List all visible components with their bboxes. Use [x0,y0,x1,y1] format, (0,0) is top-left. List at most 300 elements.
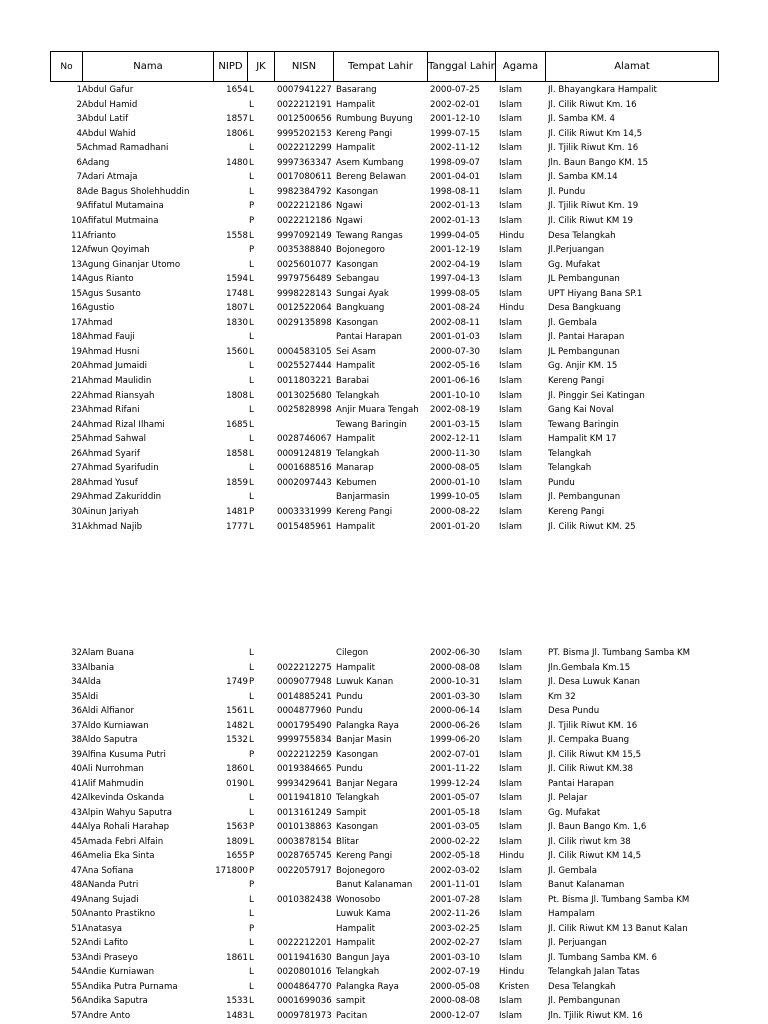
cell-jk: P [249,865,255,876]
cell-nama: Andi Lafito [82,938,128,948]
cell-tanggal-lahir: 2000-02-22 [430,836,480,847]
cell-nama: Afifatul Mutamaina [82,201,164,212]
cell-nipd: 1532 [226,735,248,745]
cell-alamat: Jln. Baun Bango KM. 15 [548,157,649,168]
cell-tempat-lahir: Sampit [336,807,367,818]
cell-agama: Islam [499,114,523,125]
cell-tempat-lahir: Kereng Pangi [336,506,393,517]
cell-tempat-lahir: Barabai [336,376,370,386]
cell-tempat-lahir: Hampalit [336,99,375,110]
cell-no: 18 [71,332,82,343]
cell-alamat: Jl. Pembangunan [548,996,621,1006]
cell-no: 41 [71,778,82,789]
cell-nisn: 0022212186 [277,201,332,212]
cell-nisn: 0012522064 [277,303,332,314]
cell-jk: L [249,186,254,197]
cell-agama: Islam [499,996,523,1006]
cell-tanggal-lahir: 2001-06-16 [430,376,480,386]
cell-no: 48 [71,880,82,890]
cell-nisn: 0011803221 [277,376,332,386]
cell-tanggal-lahir: 2000-08-22 [430,506,480,517]
cell-jk: L [249,128,254,139]
cell-no: 46 [71,851,82,861]
cell-jk: L [249,662,254,673]
cell-alamat: Gg. Mufakat [548,807,601,818]
cell-no: 50 [71,909,82,919]
cell-alamat: Jl. Pantai Harapan [548,332,625,343]
cell-tanggal-lahir: 2002-02-01 [430,99,480,110]
cell-tempat-lahir: Kereng Pangi [336,851,393,861]
cell-no: 20 [71,361,82,372]
cell-nama: Agus Susanto [82,288,141,299]
cell-nisn: 0035388840 [277,245,332,256]
cell-nisn: 0019384665 [277,764,332,774]
cell-tanggal-lahir: 2000-07-30 [430,346,480,357]
cell-no: 39 [71,749,82,760]
table-row [0,893,768,908]
cell-nisn: 0025828998 [277,405,332,416]
cell-agama: Islam [499,778,523,789]
cell-tanggal-lahir: 2000-08-08 [430,662,480,673]
cell-nama: Afrianto [82,230,116,241]
cell-tanggal-lahir: 2002-03-02 [430,865,480,876]
cell-agama: Hindu [499,230,525,241]
cell-alamat: Jl. Desa Luwuk Kanan [548,677,640,687]
cell-jk: L [249,114,254,125]
table-row [0,806,768,821]
cell-nama: Achmad Ramadhani [82,143,169,154]
cell-agama: Islam [499,521,523,532]
cell-nama: Abdul Latif [82,114,129,125]
cell-tanggal-lahir: 2001-11-22 [430,764,480,774]
table-row [0,704,768,719]
cell-alamat: Telangkah [548,448,592,459]
table-row [0,127,768,142]
cell-agama: Islam [499,288,523,299]
cell-nisn: 0025601077 [277,259,332,270]
cell-no: 36 [71,706,82,716]
table-row [0,170,768,185]
cell-tanggal-lahir: 1997-04-13 [430,274,480,285]
cell-tanggal-lahir: 2002-07-01 [430,749,480,760]
cell-nisn: 0022057917 [277,865,332,876]
cell-alamat: Jl. Cilik Riwut KM. 25 [548,521,636,532]
table-row [0,690,768,705]
cell-no: 53 [71,952,82,963]
cell-nisn: 0028765745 [277,851,332,861]
header-tempat-lahir: Tempat Lahir [333,51,428,82]
cell-alamat: Jl.Perjuangan [548,245,605,256]
cell-nisn: 0002097443 [277,477,332,488]
cell-tanggal-lahir: 2002-08-11 [430,317,480,328]
cell-tanggal-lahir: 2000-10-31 [430,677,480,687]
cell-jk: L [249,405,254,416]
cell-alamat: UPT Hiyang Bana SP.1 [548,288,643,299]
cell-jk: L [249,996,254,1006]
cell-tempat-lahir: Bojonegoro [336,865,385,876]
table-row [0,661,768,676]
cell-agama: Islam [499,677,523,687]
cell-nipd: 1806 [226,128,248,139]
cell-agama: Islam [499,317,523,328]
cell-agama: Islam [499,376,523,386]
cell-nisn: 0010138863 [277,822,332,832]
table-row [0,432,768,447]
cell-jk: L [249,303,254,314]
cell-jk: L [249,894,254,905]
cell-tempat-lahir: Banut Kalanaman [336,880,413,890]
cell-jk: L [249,648,254,658]
cell-tanggal-lahir: 1999-10-05 [430,492,480,503]
cell-alamat: Pundu [548,477,575,488]
cell-nama: Alfina Kusuma Putri [82,749,166,760]
cell-nama: Ahmad Syarifudin [82,463,159,474]
cell-alamat: PT. Bisma Jl. Tumbang Samba KM [548,648,691,658]
cell-alamat: Jln. Tjilik Riwut KM. 16 [548,1010,643,1021]
cell-jk: P [249,201,255,212]
cell-jk: L [249,836,254,847]
table-row [0,301,768,316]
cell-no: 17 [71,317,82,328]
cell-jk: L [249,317,254,328]
cell-tempat-lahir: Manarap [336,463,374,474]
cell-tempat-lahir: Asem Kumbang [336,157,404,168]
cell-jk: L [249,157,254,168]
cell-tanggal-lahir: 1999-08-05 [430,288,480,299]
table-row [0,849,768,864]
cell-nisn: 0015485961 [277,521,332,532]
table-row [0,447,768,462]
cell-nipd: 1685 [226,419,248,430]
cell-nama: Ahmad Fauji [82,332,135,343]
cell-tempat-lahir: Telangkah [336,793,380,803]
header-no: No [50,51,83,82]
table-row [0,719,768,734]
cell-tanggal-lahir: 2002-02-27 [430,938,480,948]
cell-alamat: Jl. Pembangunan [548,492,621,503]
cell-tanggal-lahir: 1998-09-07 [430,157,480,168]
cell-no: 12 [71,245,82,256]
cell-tanggal-lahir: 2001-10-10 [430,390,480,401]
cell-nisn: 0003878154 [277,836,332,847]
table-row [0,258,768,273]
cell-no: 23 [71,405,82,416]
cell-agama: Islam [499,448,523,459]
table-row [0,214,768,229]
cell-nisn: 0014885241 [277,691,332,702]
cell-nisn: 0020801016 [277,967,332,977]
cell-nipd: 171800 [215,865,248,876]
cell-tempat-lahir: Kasongan [336,822,379,832]
cell-nisn: 0029135898 [277,317,332,328]
cell-agama: Islam [499,245,523,256]
cell-nisn: 0022212186 [277,215,332,226]
cell-nisn: 9979756489 [277,274,332,285]
table-row [0,272,768,287]
cell-tempat-lahir: Hampalit [336,938,375,948]
cell-nama: Anang Sujadi [82,894,139,905]
cell-alamat: Jl. Baun Bango Km. 1,6 [548,822,647,832]
cell-tanggal-lahir: 2001-01-03 [430,332,480,343]
cell-nama: Ahmad Rizal Ilhami [82,419,165,430]
cell-agama: Islam [499,662,523,673]
cell-jk: L [249,492,254,503]
table-row [0,359,768,374]
cell-agama: Islam [499,157,523,168]
cell-agama: Islam [499,807,523,818]
cell-alamat: Jl. Samba KM.14 [548,172,618,183]
cell-nama: Aldo Kurniawan [82,720,149,731]
cell-tempat-lahir: Blitar [336,836,359,847]
cell-nama: Amada Febri Alfain [82,836,164,847]
table-row [0,229,768,244]
table-row [0,994,768,1009]
cell-alamat: Jl. Pelajar [548,793,588,803]
cell-jk: L [249,99,254,110]
cell-nisn: 0009077948 [277,677,332,687]
table-row [0,330,768,345]
cell-nisn: 0025527444 [277,361,332,372]
cell-tanggal-lahir: 2002-11-12 [430,143,480,154]
table-row [0,520,768,535]
cell-jk: L [249,720,254,731]
cell-nipd: 1860 [226,764,248,774]
cell-tanggal-lahir: 2001-03-05 [430,822,480,832]
cell-tanggal-lahir: 2001-05-18 [430,807,480,818]
cell-agama: Islam [499,735,523,745]
cell-nisn: 0009781973 [277,1010,332,1021]
cell-nama: Anatasya [82,923,123,934]
cell-tempat-lahir: Kereng Pangi [336,128,393,139]
cell-alamat: Jl. Perjuangan [548,938,607,948]
cell-alamat: Jl. Cilik Riwut Km. 16 [548,99,637,110]
cell-agama: Islam [499,691,523,702]
cell-jk: L [249,691,254,702]
cell-tanggal-lahir: 2001-07-28 [430,894,480,905]
cell-jk: P [249,506,255,517]
cell-nisn: 9997363347 [277,157,332,168]
cell-tanggal-lahir: 2000-11-30 [430,448,480,459]
cell-tanggal-lahir: 2002-01-13 [430,201,480,212]
cell-tempat-lahir: Sebangau [336,274,380,285]
cell-jk: L [249,778,254,789]
cell-alamat: Jl. Tjilik Riwut Km. 19 [548,201,639,212]
cell-no: 11 [71,230,82,241]
cell-alamat: Pantai Harapan [548,778,614,789]
cell-no: 27 [71,463,82,474]
cell-agama: Islam [499,492,523,503]
cell-nama: Andre Anto [82,1010,131,1021]
cell-no: 44 [71,822,82,832]
cell-jk: L [249,981,254,992]
cell-tempat-lahir: Sungai Ayak [336,288,389,299]
cell-jk: L [249,390,254,401]
cell-tanggal-lahir: 2002-07-19 [430,967,480,977]
header-jk: JK [247,51,275,82]
cell-agama: Islam [499,822,523,832]
table-row [0,777,768,792]
cell-agama: Islam [499,793,523,803]
cell-agama: Islam [499,706,523,716]
cell-alamat: Jl. Gembala [548,865,598,876]
cell-tanggal-lahir: 2001-05-07 [430,793,480,803]
cell-nipd: 1859 [226,477,248,488]
cell-nama: Adang [82,157,110,168]
cell-tempat-lahir: Hampalit [336,521,375,532]
cell-agama: Islam [499,923,523,934]
table-row [0,476,768,491]
cell-tanggal-lahir: 1999-12-24 [430,778,480,789]
cell-no: 33 [71,662,82,673]
cell-jk: L [249,172,254,183]
cell-tanggal-lahir: 2000-07-25 [430,85,480,95]
cell-tanggal-lahir: 2001-11-01 [430,880,480,890]
cell-nipd: 1533 [226,996,248,1006]
cell-jk: L [249,952,254,963]
header-alamat: Alamat [545,51,719,82]
cell-no: 42 [71,793,82,803]
cell-nipd: 1858 [226,448,248,459]
cell-tempat-lahir: Banjar Negara [336,778,398,789]
cell-nisn: 9982384792 [277,186,332,197]
table-row [0,951,768,966]
cell-tempat-lahir: Luwuk Kama [336,909,391,919]
cell-agama: Islam [499,952,523,963]
table-row [0,490,768,505]
cell-alamat: Jl. Tumbang Samba KM. 6 [548,952,658,963]
table-row [0,418,768,433]
cell-nama: Abdul Gafur [82,85,134,95]
cell-nama: Alda [82,677,101,687]
cell-tempat-lahir: Rumbung Buyung [336,114,413,125]
cell-jk: L [249,807,254,818]
cell-tempat-lahir: Hampalit [336,662,375,673]
cell-nama: Agustio [82,303,115,314]
cell-jk: L [249,259,254,270]
cell-tanggal-lahir: 2002-05-18 [430,851,480,861]
table-row [0,922,768,937]
cell-tanggal-lahir: 2000-06-26 [430,720,480,731]
cell-agama: Islam [499,463,523,474]
cell-no: 35 [71,691,82,702]
cell-agama: Islam [499,477,523,488]
cell-nisn: 0001795490 [277,720,332,731]
cell-jk: L [249,735,254,745]
cell-tempat-lahir: Pundu [336,706,363,716]
cell-nipd: 1808 [226,390,248,401]
cell-alamat: Banut Kalanaman [548,880,625,890]
cell-nisn: 0004864770 [277,981,332,992]
cell-nama: Amelia Eka Sinta [82,851,155,861]
cell-nama: Alya Rohali Harahap [82,822,170,832]
table-row [0,675,768,690]
cell-no: 13 [71,259,82,270]
cell-jk: L [249,419,254,430]
cell-nisn: 0001688516 [277,463,332,474]
cell-tanggal-lahir: 2002-05-16 [430,361,480,372]
cell-no: 9 [76,201,82,212]
cell-nisn: 0013025680 [277,390,332,401]
cell-alamat: Jl. Cempaka Buang [548,735,630,745]
cell-tempat-lahir: Kasongan [336,259,379,270]
cell-no: 8 [76,186,82,197]
cell-nipd: 1558 [226,230,248,241]
cell-agama: Islam [499,405,523,416]
cell-agama: Islam [499,836,523,847]
cell-no: 32 [71,648,82,658]
cell-nama: Andika Saputra [82,996,148,1006]
cell-jk: L [249,288,254,299]
cell-nama: Ahmad Zakuriddin [82,492,162,503]
cell-agama: Islam [499,201,523,212]
cell-agama: Islam [499,99,523,110]
cell-alamat: Gg. Mufakat [548,259,601,270]
cell-no: 15 [71,288,82,299]
cell-nisn: 0028746067 [277,434,332,445]
cell-nisn: 9993429641 [277,778,332,789]
cell-tanggal-lahir: 2001-03-15 [430,419,480,430]
cell-alamat: Telangkah [548,463,592,474]
table-row [0,141,768,156]
cell-no: 26 [71,448,82,459]
table-row [0,156,768,171]
cell-agama: Hindu [499,967,525,977]
cell-tanggal-lahir: 2003-02-25 [430,923,480,934]
cell-tanggal-lahir: 2000-12-07 [430,1010,480,1021]
cell-no: 28 [71,477,82,488]
cell-no: 29 [71,492,82,503]
header-tanggal-lahir: Tanggal Lahir [427,51,496,82]
cell-nama: Aldo Saputra [82,735,138,745]
cell-nisn: 0011941630 [277,952,332,963]
cell-no: 24 [71,419,82,430]
cell-alamat: Jln.Gembala Km.15 [548,662,631,673]
cell-no: 55 [71,981,82,992]
cell-jk: L [249,376,254,386]
cell-agama: Islam [499,346,523,357]
cell-alamat: Kereng Pangi [548,376,605,386]
table-row [0,864,768,879]
cell-no: 21 [71,376,82,386]
cell-no: 7 [76,172,82,183]
cell-no: 37 [71,720,82,731]
cell-tempat-lahir: sampit [336,996,366,1006]
cell-nama: Andika Putra Purnama [82,981,178,992]
cell-nama: Aldi [82,691,99,702]
cell-nipd: 1594 [226,274,248,285]
cell-agama: Islam [499,332,523,343]
cell-nama: Andi Praseyo [82,952,138,963]
cell-no: 31 [71,521,82,532]
cell-nama: Ahmad Yusuf [82,477,138,488]
cell-tempat-lahir: Telangkah [336,390,380,401]
cell-tanggal-lahir: 2002-11-26 [430,909,480,919]
table-row [0,1009,768,1024]
table-row [0,112,768,127]
cell-tempat-lahir: Hampalit [336,434,375,445]
cell-nisn: 9998228143 [277,288,332,299]
cell-alamat: Jl. Tjilik Riwut KM. 16 [548,720,638,731]
cell-jk: L [249,909,254,919]
cell-tempat-lahir: Bangkuang [336,303,385,314]
cell-nama: Alam Buana [82,648,134,658]
cell-alamat: Telangkah Jalan Tatas [548,967,640,977]
cell-nisn: 0022212191 [277,99,332,110]
cell-no: 22 [71,390,82,401]
cell-no: 45 [71,836,82,847]
cell-tanggal-lahir: 2001-01-20 [430,521,480,532]
cell-agama: Islam [499,764,523,774]
